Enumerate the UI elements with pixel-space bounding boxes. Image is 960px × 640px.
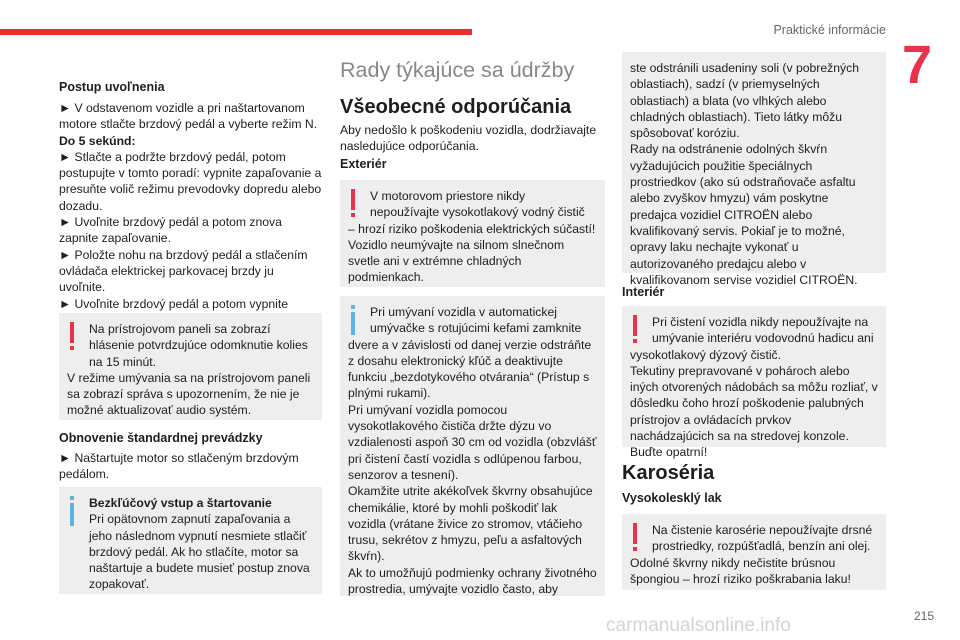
chapter-number: 7 [902,35,933,95]
info-box [340,296,605,596]
header-accent-bar [0,29,472,35]
info-text: Pri opätovnom zapnutí zapaľovania a jeho následnom vypnutí nesmiete stlačiť brzdový pedál. Ak ho stlačíte, motor sa naštartuje a budete musieť postup znova zopakovať. [89,512,310,592]
step-text: ► Naštartujte motor so stlačeným brzdovým pedálom. [59,451,299,482]
page-number: 215 [914,609,935,623]
heading-interior: Interiér [622,285,665,299]
heading-restore: Obnovenie štandardnej prevádzky [59,431,263,445]
warning-text: Na čistenie karosérie nepoužívajte drsné prostriedky, rozpúšťadlá, benzín ani olej. [652,523,873,554]
warning-text: V motorovom priestore nikdy nepoužívajte vysokotlakový vodný čistič [370,189,585,220]
step-text: ► Stlačte a podržte brzdový pedál, potom postupujte v tomto poradí: vypnite zapaľovanie a presuňte volič režimu prevodovky dopredu alebo dozadu. [59,149,322,213]
heading-release-procedure: Postup uvoľnenia [59,80,165,94]
heading-exterior: Exteriér [340,157,387,171]
warning-text: vysokotlakový dýzový čistič. Tekutiny prepravované v pohároch alebo iných otvorených nádobách sa môžu rozliať, v dôsledku čoho hrozí poškodenie palubných prístrojov a ovládacích prvkov nachádzajúcich sa na stredovej konzole. Buďte opatrní! [630,347,878,460]
warning-text: V režime umývania sa na prístrojovom paneli sa zobrazí správa s upozornením, že nie je možné aktualizovať audio systém. [67,370,311,418]
warning-text: Na prístrojovom paneli sa zobrazí hlásenie potvrdzujúce odomknutie kolies na 15 minút. [89,322,308,369]
step-text: ► Uvoľnite brzdový pedál a potom vypnite [59,296,289,311]
running-head: Praktické informácie [773,23,886,37]
heading-general: Všeobecné odporúčania [340,96,572,118]
warning-text: – hrozí riziko poškodenia elektrických súčastí! Vozidlo neumývajte na silnom slnečnom svetle ani v extrémne chladných podmienkach. [348,221,596,285]
heading-gloss: Vysokolesklý lak [622,491,722,505]
watermark: carmanualsonline.info [606,615,791,636]
warning-icon [348,189,358,219]
step-text: ► Položte nohu na brzdový pedál a stlačením ovládača elektrickej parkovacej brzdy ju uvoľnite. [59,247,308,295]
warning-text: Odolné škvrny nikdy nečistite brúsnou špongiou – hrozí riziko poškrabania laku! [630,555,851,586]
warning-icon [630,523,640,553]
step-text: ► Uvoľnite brzdový pedál a potom znova zapnite zapaľovanie. [59,215,282,246]
warning-box [622,514,886,590]
step-subheading: Do 5 sekúnd: [59,133,136,148]
section-title: Rady týkajúce sa údržby [340,58,575,82]
warning-icon [630,315,640,345]
info-title: Bezkľúčový vstup a štartovanie [89,496,272,510]
warning-icon [67,322,77,352]
warning-box [340,180,605,287]
info-text: ste odstránili usadeniny soli (v pobrežných oblastiach), sadzí (v priemyselných oblastiach) a blata (vo vlhkých alebo chladných oblastiach). Tieto látky môžu spôsobovať koróziu. Rady na odstránenie odolných škvŕn vyžadujúcich použitie špeciálnych prostriedkov (ako sú odstraňovače asfaltu alebo zvyškov hmyzu) vám poskytne predajca vozidiel CITROËN alebo kvalifikovaný servis. Pokiaľ je to možné, opravy laku nechajte vykonať u autorizovaného predajcu alebo v kvalifikovanom servise vozidiel CITROËN. [630,61,859,287]
info-text: dvere a v závislosti od danej verzie odstráňte z dosahu elektronický kľúč a deaktivujte funkciu „bezdotykového otvárania“ (Prístup s plnými rukami). Pri umývaní vozidla pomocou vysokotlakového čističa držte dýzu vo vzdialenosti aspoň 30 cm od vozidla (obzvlášť pri čistení častí vozidla s odlúpenou farbou, senzorov a tesnení). Okamžite utrite akékoľvek škvrny obsahujúce chemikálie, ktoré by mohli poškodiť lak vozidla (vrátane živice zo stromov, vtáčieho trusu, sekrétov z hmyzu, peľu a asfaltových škvŕn). Ak to umožňujú podmienky ochrany životného prostredia, umývajte vozidlo často, aby [348,337,597,597]
intro-text: Aby nedošlo k poškodeniu vozidla, dodržiavajte nasledujúce odporúčania. [340,123,597,154]
warning-box [622,306,886,460]
warning-box [59,313,322,420]
heading-body: Karoséria [622,462,715,484]
warning-text: Pri čistení vozidla nikdy nepoužívajte na umývanie interiéru vodovodnú hadicu ani [652,315,874,346]
step-paragraph [59,100,322,328]
info-text: Pri umývaní vozidla v automatickej umývačke s rotujúcimi kefami zamknite [370,305,582,336]
info-box [59,487,322,594]
step-text: ► V odstavenom vozidle a pri naštartovanom motore stlačte brzdový pedál a vyberte režim N. [59,101,318,132]
info-icon [67,496,77,526]
continued-info-box [622,52,886,287]
info-icon [348,305,358,335]
